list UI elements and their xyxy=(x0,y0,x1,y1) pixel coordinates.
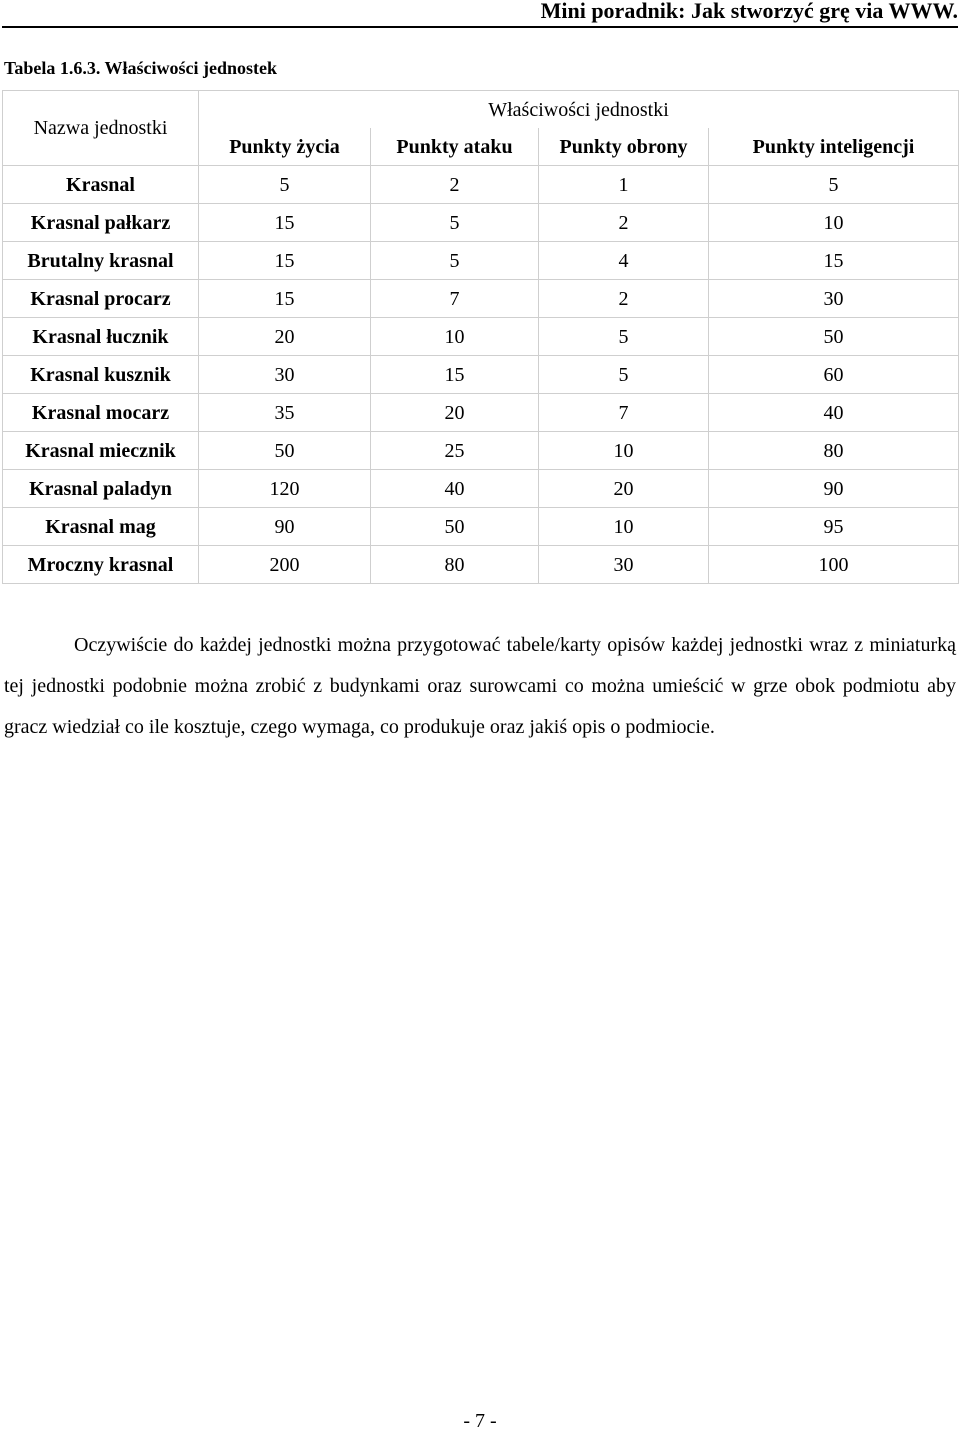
hit-points-cell: 15 xyxy=(199,242,371,280)
hit-points-cell: 35 xyxy=(199,394,371,432)
unit-name-cell: Mroczny krasnal xyxy=(3,546,199,584)
unit-name-cell: Krasnal pałkarz xyxy=(3,204,199,242)
defense-points-cell: 30 xyxy=(539,546,709,584)
defense-points-cell: 10 xyxy=(539,432,709,470)
table-row xyxy=(3,546,959,584)
hit-points-cell: 15 xyxy=(199,204,371,242)
hit-points-cell: 90 xyxy=(199,508,371,546)
unit-name-cell: Krasnal mag xyxy=(3,508,199,546)
defense-points-cell: 2 xyxy=(539,280,709,318)
intelligence-points-cell: 40 xyxy=(709,394,959,432)
attack-points-cell: 80 xyxy=(371,546,539,584)
column-header-intelligence-points: Punkty inteligencji xyxy=(709,128,959,166)
column-header-attack-points: Punkty ataku xyxy=(371,128,539,166)
table-row xyxy=(3,508,959,546)
defense-points-cell: 7 xyxy=(539,394,709,432)
hit-points-cell: 20 xyxy=(199,318,371,356)
attack-points-cell: 15 xyxy=(371,356,539,394)
hit-points-cell: 15 xyxy=(199,280,371,318)
unit-name-cell: Krasnal kusznik xyxy=(3,356,199,394)
attack-points-cell: 10 xyxy=(371,318,539,356)
table-row xyxy=(3,242,959,280)
unit-name-cell: Krasnal łucznik xyxy=(3,318,199,356)
page-number: - 7 - xyxy=(463,1410,497,1432)
table-header-row xyxy=(3,91,959,129)
table-body xyxy=(3,166,959,584)
intelligence-points-cell: 15 xyxy=(709,242,959,280)
attack-points-cell: 25 xyxy=(371,432,539,470)
intelligence-points-cell: 95 xyxy=(709,508,959,546)
attack-points-cell: 5 xyxy=(371,242,539,280)
defense-points-cell: 2 xyxy=(539,204,709,242)
table-row xyxy=(3,356,959,394)
intelligence-points-cell: 80 xyxy=(709,432,959,470)
intelligence-points-cell: 10 xyxy=(709,204,959,242)
intelligence-points-cell: 50 xyxy=(709,318,959,356)
document-header-title: Mini poradnik: Jak stworzyć grę via WWW. xyxy=(540,0,958,23)
column-header-hit-points: Punkty życia xyxy=(199,128,371,166)
unit-name-header: Nazwa jednostki xyxy=(3,91,199,166)
hit-points-cell: 120 xyxy=(199,470,371,508)
body-paragraph: Oczywiście do każdej jednostki można przygotować tabele/karty opisów każdej jednostki wraz z miniaturką tej jednostki podobnie można zrobić z budynkami oraz surowcami co można umieścić w grze obok podmiotu aby gracz wiedział co ile kosztuje, czego wymaga, co produkuje oraz jakiś opis o podmiocie. xyxy=(4,634,956,738)
header-divider xyxy=(2,26,958,28)
defense-points-cell: 5 xyxy=(539,318,709,356)
table-row xyxy=(3,204,959,242)
table-row xyxy=(3,166,959,204)
intelligence-points-cell: 60 xyxy=(709,356,959,394)
unit-name-cell: Krasnal xyxy=(3,166,199,204)
attack-points-cell: 7 xyxy=(371,280,539,318)
hit-points-cell: 50 xyxy=(199,432,371,470)
table-row xyxy=(3,470,959,508)
attack-points-cell: 20 xyxy=(371,394,539,432)
unit-properties-table xyxy=(2,90,959,584)
unit-name-cell: Krasnal mocarz xyxy=(3,394,199,432)
unit-name-cell: Krasnal miecznik xyxy=(3,432,199,470)
defense-points-cell: 20 xyxy=(539,470,709,508)
defense-points-cell: 1 xyxy=(539,166,709,204)
attack-points-cell: 50 xyxy=(371,508,539,546)
unit-name-cell: Krasnal procarz xyxy=(3,280,199,318)
column-header-defense-points: Punkty obrony xyxy=(539,128,709,166)
table-caption: Tabela 1.6.3. Właściwości jednostek xyxy=(4,58,278,78)
intelligence-points-cell: 30 xyxy=(709,280,959,318)
table-row xyxy=(3,432,959,470)
hit-points-cell: 5 xyxy=(199,166,371,204)
intelligence-points-cell: 100 xyxy=(709,546,959,584)
hit-points-cell: 200 xyxy=(199,546,371,584)
defense-points-cell: 5 xyxy=(539,356,709,394)
attack-points-cell: 5 xyxy=(371,204,539,242)
attack-points-cell: 40 xyxy=(371,470,539,508)
unit-name-cell: Krasnal paladyn xyxy=(3,470,199,508)
unit-properties-header: Właściwości jednostki xyxy=(199,91,959,129)
intelligence-points-cell: 90 xyxy=(709,470,959,508)
table-row xyxy=(3,318,959,356)
attack-points-cell: 2 xyxy=(371,166,539,204)
intelligence-points-cell: 5 xyxy=(709,166,959,204)
hit-points-cell: 30 xyxy=(199,356,371,394)
defense-points-cell: 10 xyxy=(539,508,709,546)
table-row xyxy=(3,394,959,432)
defense-points-cell: 4 xyxy=(539,242,709,280)
table-row xyxy=(3,280,959,318)
unit-name-cell: Brutalny krasnal xyxy=(3,242,199,280)
